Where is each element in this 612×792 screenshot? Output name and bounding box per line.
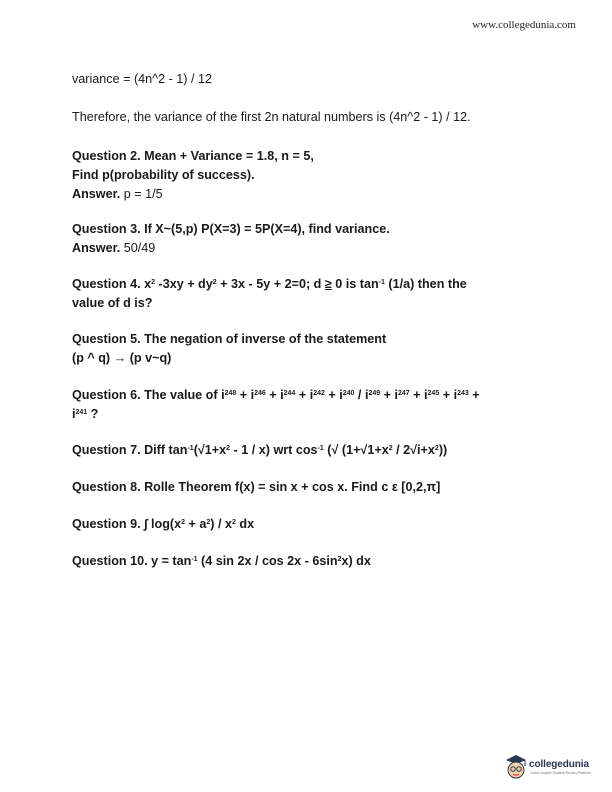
answer-value: 50/49 <box>123 241 156 255</box>
question-7-text: Question 7. Diff $\tan^{-1}(√1+x^2 - 1 / x)$ wrt $\cos^{-1}$ (√ $(1+√1+x^2 / 2√i+x^2)$) <box>72 443 448 457</box>
question-4-text: Question 4. $x^2$ $-3xy + dy^2 + 3x - 5y + 2=0$; d ≥ 0 is $\tan^{-1} (1/a)$ then the <box>72 277 467 291</box>
question-8 <box>72 478 552 497</box>
site-url[interactable]: www.collegedunia.com <box>472 19 576 31</box>
question-3-answer <box>72 239 552 258</box>
question-9 <box>72 515 552 534</box>
collegedunia-logo[interactable] <box>503 752 595 786</box>
question-3 <box>72 220 552 258</box>
question-2 <box>72 147 552 204</box>
question-6 <box>72 386 552 424</box>
question-10 <box>72 552 552 571</box>
question-4 <box>72 275 552 313</box>
question-5-text: Question 5. The negation of inverse of the statement <box>72 332 387 346</box>
question-5-statement: (p ^ q) → (p v~q) <box>72 351 172 365</box>
question-3-text: Question 3. If X~(5,p) P(X=3) = 5P(X=4), find variance. <box>72 222 390 236</box>
question-10-text: Question 10. $y = \tan^{-1} (4$ $\sin 2x / \cos 2x - 6\sin^2x$) dx <box>72 554 371 568</box>
brand-name: collegedunia <box>529 759 589 770</box>
answer-label: Answer. <box>72 241 121 255</box>
question-2-text: Question 2. Mean + Variance = 1.8, n = 5, <box>72 149 314 163</box>
brand-tagline: India's largest Student Review Platform <box>530 771 591 775</box>
question-5 <box>72 330 552 368</box>
question-4-text-line2: value of d is? <box>72 296 153 310</box>
variance-formula: variance = (4n^2 - 1) / 12 <box>72 72 212 86</box>
mascot-icon <box>503 752 529 782</box>
question-6-text-line2: $i^{241}$ ? <box>72 407 99 421</box>
question-7 <box>72 441 552 460</box>
question-2-answer <box>72 185 552 204</box>
answer-label: Answer. <box>72 187 121 201</box>
question-9-text: Question 9. ∫ $\log(x^2 + a^2) / x^2$ dx <box>72 517 255 531</box>
question-8-text: Question 8. Rolle Theorem f(x) = sin x + cos x. Find c ε [0,2,π] <box>72 480 441 494</box>
variance-conclusion: Therefore, the variance of the first 2n natural numbers is (4n^2 - 1) / 12. <box>72 110 471 124</box>
question-6-text: Question 6. The value of $i^{248} + i^{246} + i^{244} + i^{242} + i^{240} / i^{249} + i^{247} + i^{245} + i^{243}$ + <box>72 388 480 402</box>
answer-value: p = 1/5 <box>123 187 163 201</box>
question-2-text-line2: Find p(probability of success). <box>72 168 255 182</box>
